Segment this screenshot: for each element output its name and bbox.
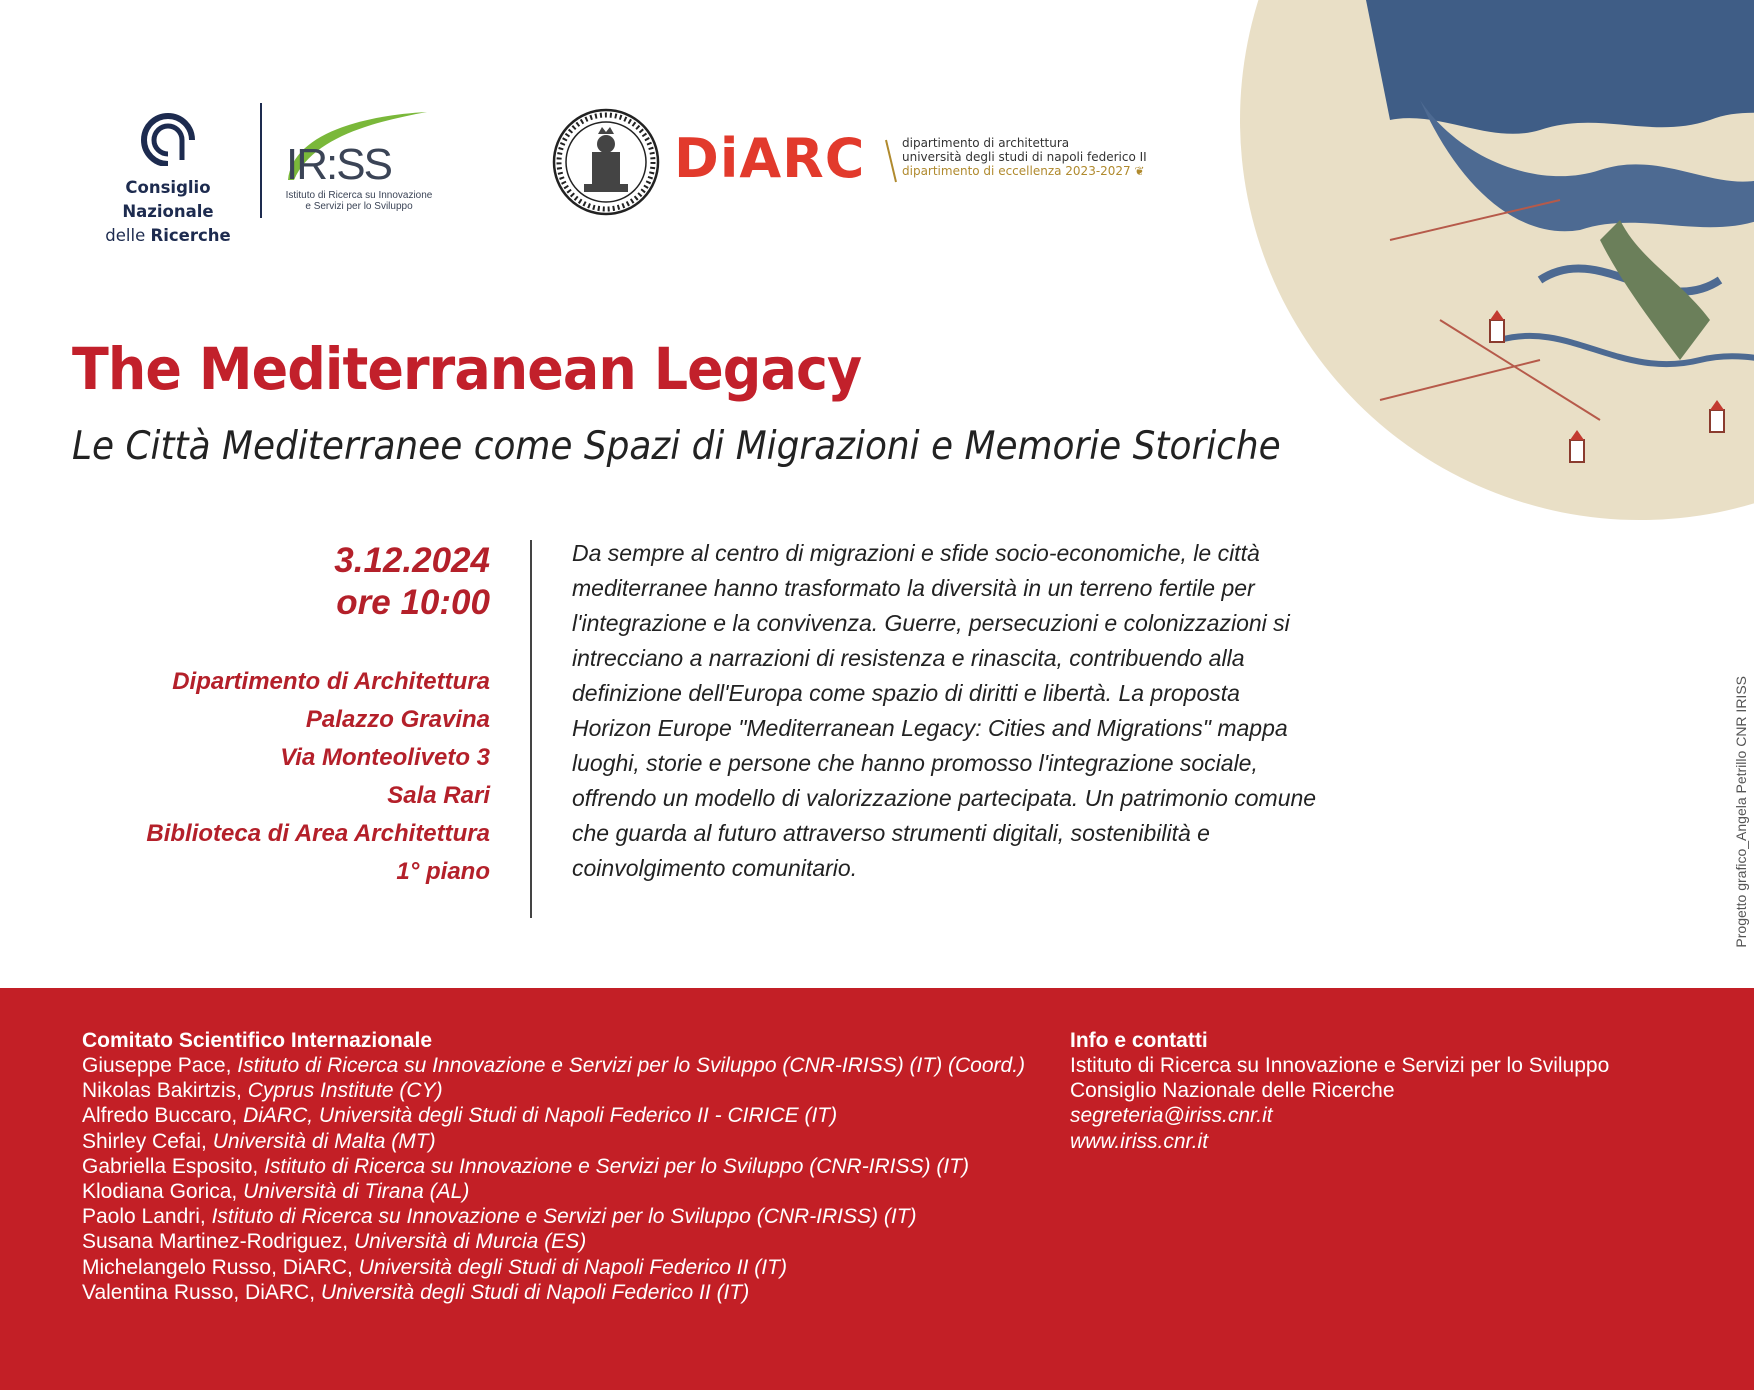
contact-website-link[interactable]: www.iriss.cnr.it (1070, 1129, 1209, 1153)
page-title: The Mediterranean Legacy (72, 335, 862, 403)
event-date: 3.12.2024 (334, 541, 490, 580)
iriss-wordmark: IR:SS (286, 140, 391, 189)
cnr-emblem-icon (138, 110, 198, 166)
laurel-icon: ❦ (1134, 164, 1145, 178)
contact-institute: Istituto di Ricerca su Innovazione e Servizi per lo Sviluppo (1070, 1054, 1610, 1077)
contacts-title: Info e contatti (1070, 1029, 1208, 1052)
diarc-separator-icon (884, 138, 898, 184)
cnr-logo (78, 110, 258, 245)
committee-title: Comitato Scientifico Internazionale (82, 1029, 433, 1052)
venue-line: Biblioteca di Area Architettura (146, 820, 490, 847)
committee-member: Michelangelo Russo, DiARC, Università degli Studi di Napoli Federico II (IT) (82, 1255, 787, 1279)
venue-line: Palazzo Gravina (305, 706, 490, 733)
venue-line: Sala Rari (387, 782, 490, 809)
committee-member: Gabriella Esposito, Istituto di Ricerca su Innovazione e Servizi per lo Sviluppo (CNR-IRISS) (IT) (82, 1154, 970, 1178)
venue-line: 1° piano (396, 858, 490, 885)
contacts (1070, 1028, 1690, 1154)
footer-panel (0, 988, 1754, 1390)
event-description: Da sempre al centro di migrazioni e sfide socio-economiche, le città mediterranee hanno trasformato la diversità in un terreno fertile per l'integrazione e la convivenza. Guerre, persecuzioni e colonizzazioni si intrecciano a narrazioni di resistenza e rinascita, contribuendo alla definizione dell'Europa come spazio di diritti e libertà. La proposta Horizon Europe "Mediterranean Legacy: Cities and Migrations" mappa luoghi, storie e persone che hanno promosso l'integrazione sociale, offrendo un modello di valorizzazione partecipata. Un patrimonio comune che guarda al futuro attraverso strumenti digitali, sostenibilità e coinvolgimento comunitario. (572, 540, 1317, 881)
committee-member: Klodiana Gorica, Università di Tirana (AL) (82, 1180, 470, 1204)
content-divider (530, 540, 532, 918)
contact-organization: Consiglio Nazionale delle Ricerche (1070, 1079, 1395, 1103)
graphic-design-credit: Progetto grafico_Angela Petrillo CNR IRISS (1733, 676, 1749, 948)
diarc-wordmark: DiARC (674, 127, 866, 190)
logo-divider (260, 103, 262, 218)
contact-email-link[interactable]: segreteria@iriss.cnr.it (1070, 1104, 1273, 1128)
iriss-subtitle: Istituto di Ricerca su Innovazione e Servizi per lo Sviluppo (285, 190, 433, 212)
page-subtitle: Le Città Mediterranee come Spazi di Migrazioni e Memorie Storiche (72, 424, 1281, 469)
committee-member: Shirley Cefai, Università di Malta (MT) (82, 1129, 436, 1153)
diarc-text: dipartimento di architettura università degli studi di napoli federico II dipartimento di eccellenza 2023-2027 ❦ (902, 136, 1147, 178)
committee-member: Susana Martinez-Rodriguez, Università di Murcia (ES) (82, 1230, 587, 1254)
committee-member: Paolo Landri, Istituto di Ricerca su Innovazione e Servizi per lo Sviluppo (CNR-IRISS) (IT) (82, 1205, 917, 1229)
cnr-name: Consiglio Nazionale delle Ricerche (105, 178, 231, 245)
event-time: ore 10:00 (336, 583, 490, 622)
committee-member: Valentina Russo, DiARC, Università degli Studi di Napoli Federico II (IT) (82, 1280, 750, 1304)
committee-member: Nikolas Bakirtzis, Cyprus Institute (CY) (82, 1079, 443, 1103)
iriss-logo (278, 108, 438, 223)
committee-member: Giuseppe Pace, Istituto di Ricerca su Innovazione e Servizi per lo Sviluppo (CNR-IRISS) (IT) (Coord.) (82, 1054, 1026, 1077)
event-datetime (334, 540, 490, 624)
venue-line: Dipartimento di Architettura (172, 668, 490, 695)
university-seal-icon (552, 108, 660, 216)
event-venue (146, 663, 490, 891)
committee-member: Alfredo Buccaro, DiARC, Università degli Studi di Napoli Federico II - CIRICE (IT) (82, 1104, 838, 1128)
scientific-committee (82, 1028, 1042, 1305)
diarc-logo (674, 127, 1184, 190)
map-illustration (1240, 0, 1754, 520)
venue-line: Via Monteoliveto 3 (280, 744, 490, 771)
